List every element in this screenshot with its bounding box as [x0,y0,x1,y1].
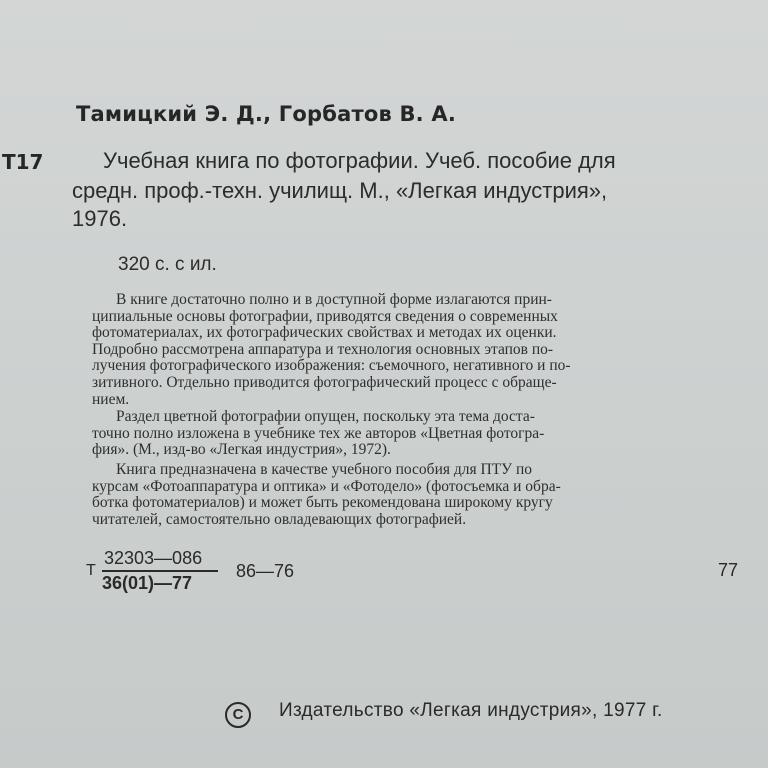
page-count: 320 с. с ил. [118,254,217,275]
annotation-paragraph-2 [92,409,544,459]
annotation-line: ципиальные основы фотографии, приводятся сведения о современных [92,307,558,325]
annotation-line: нием. [92,390,130,408]
catalog-numerator: 32303—086 [104,548,203,568]
annotation-line: читателей, самостоятельно овладевающих фотографией. [92,510,467,528]
copyright-icon: C [225,702,251,728]
catalog-denominator: 36(01)—77 [102,572,193,593]
copyright-line [225,700,663,728]
annotation-line: курсам «Фотоаппаратура и оптика» и «Фотодело» (фотосъемка и обра- [92,477,561,495]
annotation-line: Подробно рассмотрена аппаратура и технология основных этапов по- [92,340,554,358]
annotation-line: В книге достаточно полно и в доступной форме излагаются прин- [116,291,552,308]
annotation-paragraph-3 [92,462,561,528]
annotation-line: фия». (М., изд-во «Легкая индустрия», 1972). [92,441,391,459]
title-line-3: 1976. [72,206,128,231]
annotation-line: лучения фотографического изображения: съемочного, негативного и по- [92,357,571,375]
annotation-line: точно полно изложена в учебнике тех же авторов «Цветная фотогра- [92,424,545,442]
title-line-2: средн. проф.-техн. училищ. М., «Легкая индустрия», [72,178,608,203]
annotation-line: зитивного. Отдельно приводится фотографический процесс с обраще- [92,373,557,391]
library-index: Т17 [2,150,44,174]
annotation-line: фотоматериалах, их фотографических свойствах и методах их оценки. [92,324,557,342]
catalog-fraction [102,548,218,594]
publisher-text: Издательство «Легкая индустрия», 1977 г. [279,700,663,721]
title-line-1: Учебная книга по фотографии. Учеб. пособие для [103,148,616,173]
catalog-range: 86—76 [236,561,295,581]
annotation-line: Книга предназначена в качестве учебного пособия для ПТУ по [116,461,533,478]
annotation-paragraph-1 [92,292,571,408]
catalog-prefix: Т [86,562,96,579]
catalog-right-code: 77 [718,560,739,580]
authors-line: Тамицкий Э. Д., Горбатов В. А. [76,102,457,126]
annotation-line: ботка фотоматериалов) и может быть рекомендована широкому кругу [92,494,553,512]
fraction-bar [102,570,218,572]
annotation-line: Раздел цветной фотографии опущен, поскольку эта тема доста- [116,408,535,425]
